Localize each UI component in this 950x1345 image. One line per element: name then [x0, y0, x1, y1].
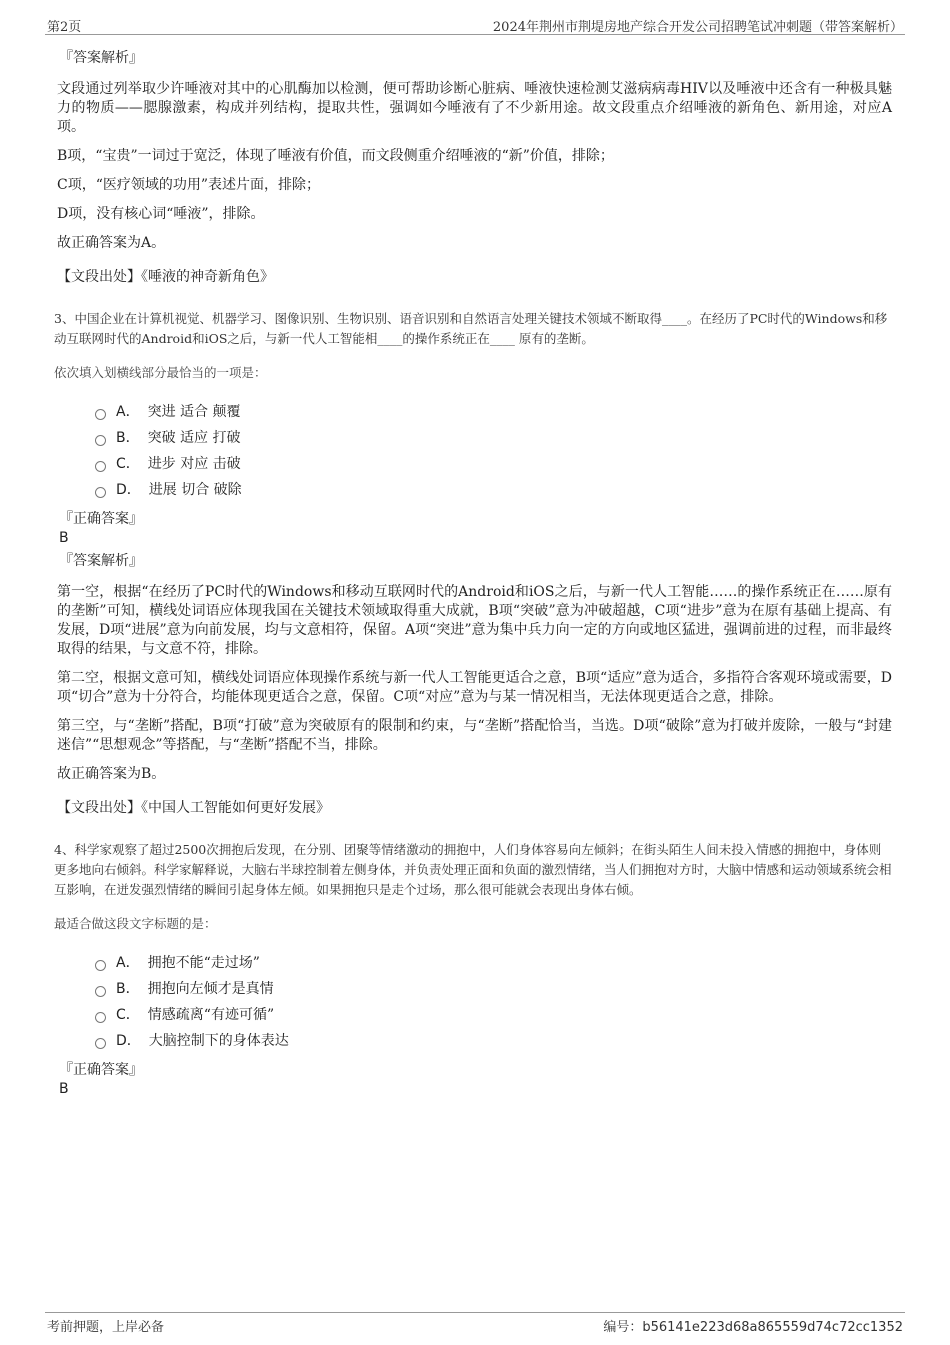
option-a[interactable] [95, 399, 892, 425]
analysis-paragraph: 故正确答案为A。 [57, 235, 166, 251]
correct-answer: B [59, 530, 69, 546]
question-4-prompt: 最适合做这段文字标题的是： [54, 916, 217, 931]
analysis-tag: 『答案解析』 [59, 553, 143, 569]
radio-button[interactable] [95, 1012, 106, 1023]
question-3-prompt: 依次填入划横线部分最恰当的一项是： [54, 365, 267, 380]
option-text: 进步 对应 击破 [147, 456, 241, 472]
option-b[interactable] [95, 976, 892, 1002]
radio-button[interactable] [95, 487, 106, 498]
option-letter: C． [116, 456, 140, 472]
correct-answer-tag: 『正确答案』 [59, 1062, 143, 1078]
analysis-paragraph: C项，“医疗领域的功用”表述片面，排除； [57, 177, 321, 193]
question-4-text: 4、科学家观察了超过2500次拥抱后发现，在分别、团聚等情绪激动的拥抱中，人们身体容易向左倾斜；在街头陌生人间未投入情感的拥抱中，身体则更多地向右倾斜。科学家解释说，大脑右半球控制着左侧身体，并负责处理正面和负面的激烈情绪，当人们拥抱对方时，大脑中情感和运动领域系统会相互影响，在迸发强烈情绪的瞬间引起身体左倾。如果拥抱只是走个过场，那么很可能就会表现出身体右倾。 [54, 842, 892, 897]
question-3-options [95, 399, 892, 503]
analysis-paragraph: 第一空，根据“在经历了PC时代的Windows和移动互联网时代的Android和iOS之后，与新一代人工智能……的操作系统正在……原有的垄断”可知，横线处词语应体现我国在关键技术领域取得重大成就，B项“突破”意为冲破超越，C项“进步”意为在原有基础上提高、有发展，D项“进展”意为向前发展，均与文意相符，保留。A项“突进”意为集中兵力向一定的方向或地区猛进，强调前进的过程，而非最终取得的结果，与文意不符，排除。 [57, 584, 892, 657]
analysis-tag: 『答案解析』 [59, 50, 143, 66]
radio-button[interactable] [95, 435, 106, 446]
option-text: 突破 适应 打破 [147, 430, 241, 446]
radio-button[interactable] [95, 986, 106, 997]
analysis-paragraph: 第三空，与“垄断”搭配，B项“打破”意为突破原有的限制和约束，与“垄断”搭配恰当，当选。D项“破除”意为打破并废除，一般与“封建迷信”“思想观念”等搭配，与“垄断”搭配不当，排除。 [57, 718, 892, 753]
option-text: 拥抱不能“走过场” [147, 955, 260, 971]
document-code [603, 1316, 903, 1335]
option-d[interactable] [95, 477, 892, 503]
code-value: b56141e223d68a865559d74c72cc1352 [642, 1320, 903, 1335]
option-text: 突进 适合 颠覆 [147, 404, 241, 420]
analysis-paragraph: D项，没有核心词“唾液”，排除。 [57, 206, 265, 222]
option-text: 进展 切合 破除 [148, 482, 242, 498]
analysis-paragraph: 第二空，根据文意可知，横线处词语应体现操作系统与新一代人工智能更适合之意，B项“适应”意为适合，多指符合客观环境或需要，D项“切合”意为十分符合，均能体现更适合之意，保留。C项“对应”意为与某一情况相当，无法体现更适合之意，排除。 [57, 670, 892, 705]
option-letter: D． [116, 482, 141, 498]
option-a[interactable] [95, 950, 892, 976]
radio-button[interactable] [95, 960, 106, 971]
analysis-paragraph: B项，“宝贵”一词过于宽泛，体现了唾液有价值，而文段侧重介绍唾液的“新”价值，排除； [57, 148, 614, 164]
question-3-text: 3、中国企业在计算机视觉、机器学习、图像识别、生物识别、语音识别和自然语言处理关键技术领域不断取得____。在经历了PC时代的Windows和移动互联网时代的Android和iOS之后，与新一代人工智能相____的操作系统正在____ 原有的垄断。 [54, 311, 888, 346]
option-letter: B． [116, 430, 140, 446]
option-letter: A． [116, 955, 140, 971]
document-title: 2024年荆州市荆堤房地产综合开发公司招聘笔试冲刺题（带答案解析） [492, 20, 903, 35]
page-content [54, 44, 892, 1098]
radio-button[interactable] [95, 1038, 106, 1049]
option-letter: B． [116, 981, 140, 997]
option-letter: A． [116, 404, 140, 420]
option-c[interactable] [95, 1002, 892, 1028]
radio-button[interactable] [95, 409, 106, 420]
option-letter: C． [116, 1007, 140, 1023]
code-label: 编号： [603, 1320, 643, 1335]
option-text: 拥抱向左倾才是真情 [147, 981, 274, 997]
source-citation: 【文段出处】《中国人工智能如何更好发展》 [57, 800, 330, 816]
option-c[interactable] [95, 451, 892, 477]
option-d[interactable] [95, 1028, 892, 1054]
option-letter: D． [116, 1033, 141, 1049]
correct-answer: B [59, 1081, 69, 1097]
footer-slogan: 考前押题，上岸必备 [47, 1320, 165, 1335]
correct-answer-tag: 『正确答案』 [59, 511, 143, 527]
analysis-paragraph: 文段通过列举取少许唾液对其中的心肌酶加以检测，便可帮助诊断心脏病、唾液快速检测艾滋病病毒HIV以及唾液中还含有一种极具魅力的物质——腮腺激素，构成并列结构，提取共性，强调如今唾液有了不少新用途。故文段重点介绍唾液的新角色、新用途，对应A项。 [57, 81, 892, 135]
analysis-paragraph: 故正确答案为B。 [57, 766, 166, 782]
source-citation: 【文段出处】《唾液的神奇新角色》 [57, 269, 274, 285]
page-number: 第2页 [47, 20, 82, 35]
page-footer [45, 1312, 905, 1335]
radio-button[interactable] [95, 461, 106, 472]
page-header [45, 14, 905, 35]
option-text: 情感疏离“有迹可循” [147, 1007, 275, 1023]
question-4-options [95, 950, 892, 1054]
option-text: 大脑控制下的身体表达 [148, 1033, 289, 1049]
option-b[interactable] [95, 425, 892, 451]
